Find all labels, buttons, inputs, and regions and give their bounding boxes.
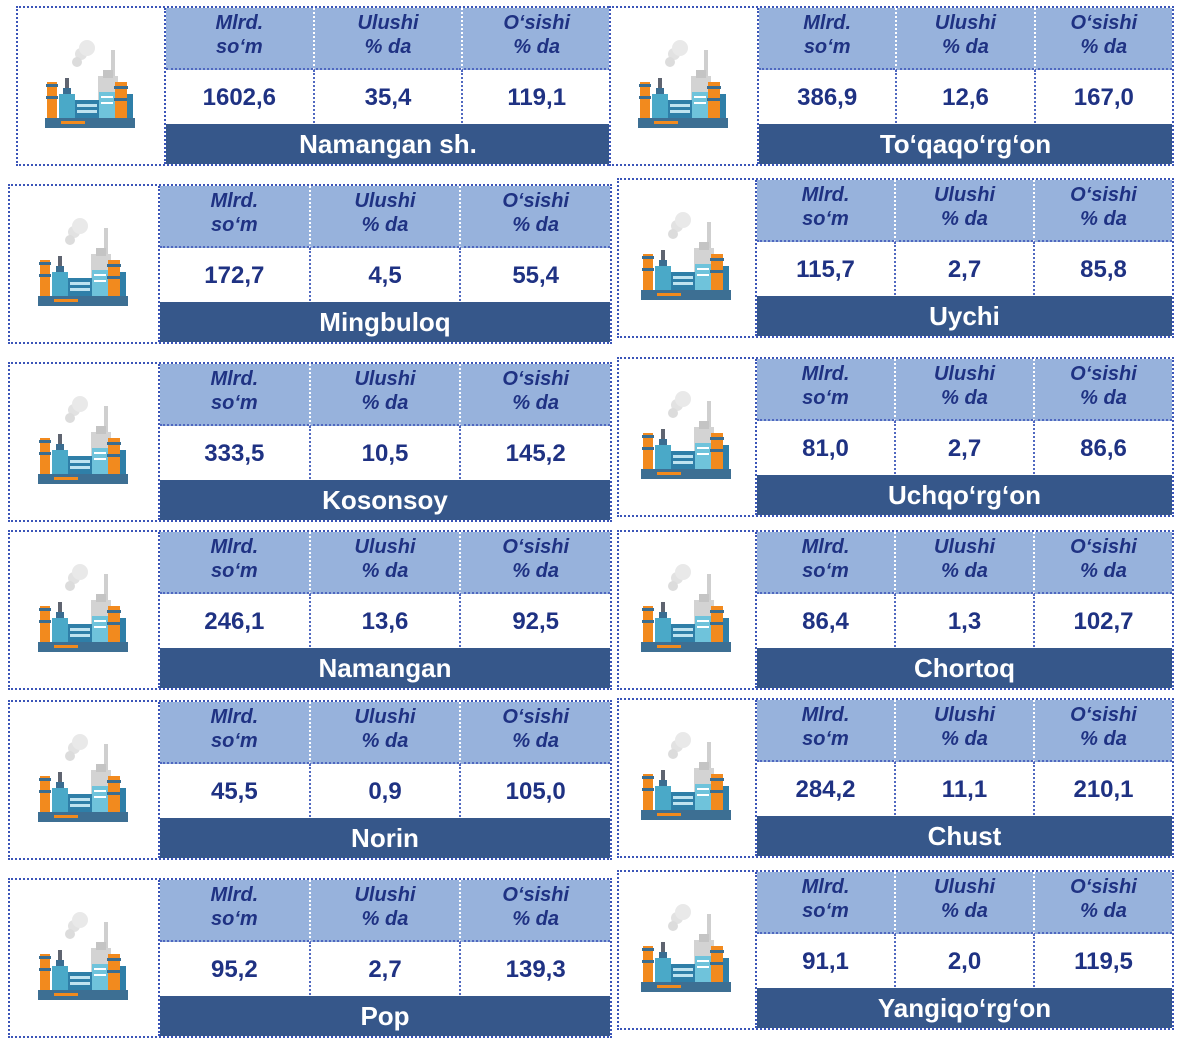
header-osishi [459,880,610,942]
header-line: Ulushi [933,184,996,206]
header-line: so‘m [210,214,258,236]
table-header [757,872,1172,934]
header-ulushi [895,8,1033,70]
value-osishi: 167,0 [1034,70,1172,126]
stats-table [759,8,1172,164]
header-osishi [459,702,610,764]
factory-icon [637,900,737,1000]
header-line: % da [512,392,560,414]
value-ulushi: 2,7 [309,942,460,998]
table-header [759,8,1172,70]
header-line: % da [1080,387,1127,409]
header-line: % da [1080,36,1128,58]
header-line: % da [361,560,409,582]
header-line: so‘m [802,560,849,582]
header-ulushi [309,364,460,426]
district-name: Pop [160,996,610,1036]
icon-box [619,180,757,336]
values-row [757,242,1172,298]
header-ulushi [309,880,460,942]
header-line: % da [513,36,561,58]
header-line: % da [941,728,988,750]
value-ulushi: 12,6 [895,70,1033,126]
header-line: O‘sishi [503,12,571,34]
value-ulushi: 35,4 [313,70,462,126]
header-mlrd-som [160,532,309,594]
header-line: Mlrd. [210,884,259,906]
factory-icon [637,728,737,828]
header-line: % da [364,36,412,58]
district-card [617,178,1174,338]
icon-box [10,364,160,520]
stats-table [757,532,1172,688]
header-ulushi [894,359,1033,421]
header-line: O‘sishi [1070,876,1137,898]
header-line: Ulushi [354,190,416,212]
header-mlrd-som [757,359,894,421]
header-line: % da [1080,900,1127,922]
header-mlrd-som [160,364,309,426]
district-name: Mingbuloq [160,302,610,342]
header-ulushi [894,700,1033,762]
value-mlrd-som: 115,7 [796,256,855,283]
values-row [757,934,1172,990]
icon-box [10,186,160,342]
header-line: Mlrd. [215,12,264,34]
value-ulushi: 2,7 [894,421,1033,477]
value-osishi: 139,3 [459,942,610,998]
district-name: Kosonsoy [160,480,610,520]
header-line: Ulushi [354,884,416,906]
header-line: % da [361,908,409,930]
header-line: % da [512,560,560,582]
value-ulushi: 13,6 [309,594,460,650]
table-header [757,700,1172,762]
header-line: so‘m [210,908,258,930]
district-card [8,700,612,860]
icon-box [619,532,757,688]
district-name: Yangiqo‘rg‘on [757,988,1172,1028]
header-line: O‘sishi [502,368,570,390]
header-line: O‘sishi [1070,184,1137,206]
table-header [757,359,1172,421]
header-line: Ulushi [933,363,996,385]
header-line: O‘sishi [1070,12,1138,34]
header-osishi [1033,359,1172,421]
stats-table [757,359,1172,515]
header-osishi [1034,8,1172,70]
header-line: Mlrd. [801,184,850,206]
stats-table [160,364,610,520]
value-osishi: 102,7 [1033,594,1172,650]
header-line: so‘m [802,728,849,750]
district-card [617,530,1174,690]
factory-icon [637,208,737,308]
factory-icon [34,730,134,830]
header-line: Ulushi [357,12,419,34]
header-osishi [1033,532,1172,594]
district-card [617,698,1174,858]
values-row [166,70,610,126]
header-ulushi [313,8,462,70]
value-mlrd-som: 246,1 [204,608,265,635]
header-line: O‘sishi [1070,363,1137,385]
district-card [617,870,1174,1030]
table-header [757,532,1172,594]
value-mlrd-som: 333,5 [204,440,265,467]
value-osishi: 105,0 [459,764,610,820]
header-osishi [1033,872,1172,934]
header-line: so‘m [802,208,849,230]
values-row [160,426,610,482]
table-header [160,364,610,426]
value-osishi: 119,1 [461,70,610,126]
header-line: Mlrd. [210,368,259,390]
table-header [166,8,610,70]
header-line: Ulushi [354,368,416,390]
header-line: O‘sishi [1070,704,1137,726]
icon-box [10,702,160,858]
factory-icon [34,392,134,492]
header-line: % da [941,560,988,582]
value-osishi: 86,6 [1033,421,1172,477]
header-ulushi [894,180,1033,242]
header-osishi [459,186,610,248]
value-mlrd-som: 284,2 [795,776,856,803]
value-osishi: 55,4 [459,248,610,304]
value-ulushi: 11,1 [894,762,1033,818]
header-line: % da [942,36,989,58]
stats-table [757,700,1172,856]
stats-table [160,702,610,858]
district-name: Chust [757,816,1172,856]
value-ulushi: 2,0 [894,934,1033,990]
header-line: % da [941,900,988,922]
icon-box [619,359,757,515]
icon-box [611,8,759,164]
district-card [8,530,612,690]
header-ulushi [894,532,1033,594]
header-line: so‘m [803,36,851,58]
table-header [757,180,1172,242]
value-ulushi: 0,9 [309,764,460,820]
header-line: % da [512,214,560,236]
header-osishi [461,8,610,70]
district-name: Namangan sh. [166,124,610,164]
district-card [8,184,612,344]
value-osishi: 119,5 [1033,934,1172,990]
factory-icon [34,908,134,1008]
header-mlrd-som [160,702,309,764]
header-line: Mlrd. [210,536,259,558]
value-osishi: 92,5 [459,594,610,650]
value-osishi: 145,2 [459,426,610,482]
header-line: Mlrd. [801,876,850,898]
factory-icon [634,36,734,136]
header-line: Ulushi [933,536,996,558]
district-card [16,6,612,166]
header-ulushi [309,186,460,248]
header-mlrd-som [166,8,313,70]
header-osishi [1033,700,1172,762]
value-ulushi: 2,7 [894,242,1033,298]
values-row [160,764,610,820]
header-line: Ulushi [934,12,997,34]
header-line: Mlrd. [801,363,850,385]
header-line: % da [512,730,560,752]
header-mlrd-som [759,8,895,70]
values-row [757,594,1172,650]
header-line: so‘m [210,560,258,582]
stats-table [160,186,610,342]
header-line: O‘sishi [502,884,570,906]
header-ulushi [894,872,1033,934]
header-line: % da [361,730,409,752]
values-row [160,248,610,304]
table-header [160,186,610,248]
header-line: O‘sishi [502,536,570,558]
value-mlrd-som: 95,2 [210,956,258,983]
icon-box [619,872,757,1028]
header-line: % da [941,208,988,230]
header-line: Ulushi [933,704,996,726]
value-ulushi: 4,5 [309,248,460,304]
header-line: % da [361,392,409,414]
header-line: Mlrd. [210,706,259,728]
header-line: so‘m [802,900,849,922]
header-ulushi [309,702,460,764]
value-mlrd-som: 86,4 [802,608,849,635]
header-mlrd-som [757,180,894,242]
header-osishi [459,532,610,594]
values-row [757,762,1172,818]
header-line: Mlrd. [801,704,850,726]
value-mlrd-som: 386,9 [797,84,858,111]
header-line: % da [361,214,409,236]
header-line: so‘m [215,36,263,58]
header-line: % da [941,387,988,409]
factory-icon [41,36,141,136]
district-name: To‘qaqo‘rg‘on [759,124,1172,164]
header-mlrd-som [160,880,309,942]
table-header [160,702,610,764]
header-osishi [459,364,610,426]
value-osishi: 85,8 [1033,242,1172,298]
header-line: O‘sishi [502,190,570,212]
district-name: Norin [160,818,610,858]
stats-table [160,532,610,688]
header-line: % da [1080,560,1127,582]
values-row [160,942,610,998]
values-row [757,421,1172,477]
header-line: % da [1080,208,1127,230]
header-line: % da [512,908,560,930]
header-mlrd-som [160,186,309,248]
district-name: Namangan [160,648,610,688]
header-line: Mlrd. [803,12,852,34]
header-line: so‘m [210,392,258,414]
header-line: so‘m [210,730,258,752]
district-card [8,362,612,522]
value-mlrd-som: 91,1 [802,948,849,975]
district-card [617,357,1174,517]
stats-table [757,180,1172,336]
header-line: so‘m [802,387,849,409]
factory-icon [637,387,737,487]
header-line: Ulushi [933,876,996,898]
icon-box [10,880,160,1036]
value-ulushi: 1,3 [894,594,1033,650]
table-header [160,532,610,594]
value-osishi: 210,1 [1033,762,1172,818]
factory-icon [34,560,134,660]
value-mlrd-som: 172,7 [204,262,265,289]
header-line: % da [1080,728,1127,750]
header-mlrd-som [757,700,894,762]
stats-table [160,880,610,1036]
factory-icon [34,214,134,314]
value-ulushi: 10,5 [309,426,460,482]
district-card [609,6,1174,166]
district-name: Uychi [757,296,1172,336]
value-mlrd-som: 1602,6 [202,84,277,111]
icon-box [18,8,166,164]
values-row [160,594,610,650]
district-card [8,878,612,1038]
factory-icon [637,560,737,660]
value-mlrd-som: 45,5 [210,778,258,805]
header-line: O‘sishi [502,706,570,728]
header-mlrd-som [757,872,894,934]
header-osishi [1033,180,1172,242]
header-mlrd-som [757,532,894,594]
district-name: Uchqo‘rg‘on [757,475,1172,515]
header-line: Ulushi [354,536,416,558]
district-name: Chortoq [757,648,1172,688]
header-line: Mlrd. [801,536,850,558]
stats-table [166,8,610,164]
header-line: Mlrd. [210,190,259,212]
table-header [160,880,610,942]
header-ulushi [309,532,460,594]
header-line: O‘sishi [1070,536,1137,558]
header-line: Ulushi [354,706,416,728]
values-row [759,70,1172,126]
icon-box [10,532,160,688]
stats-table [757,872,1172,1028]
value-mlrd-som: 81,0 [802,435,849,462]
icon-box [619,700,757,856]
